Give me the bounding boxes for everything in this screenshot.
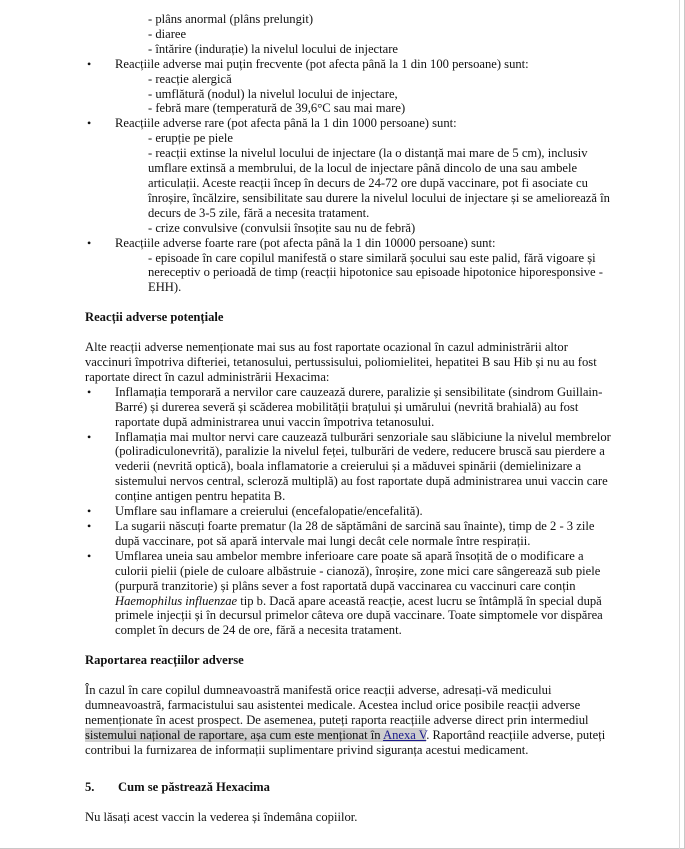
group-item: - febră mare (temperatură de 39,6°C sau mai mare)	[148, 101, 406, 116]
page-edge-line	[679, 0, 680, 849]
intro-item: - diaree	[148, 26, 187, 41]
intro-item: - plâns anormal (plâns prelungit)	[148, 12, 314, 26]
potential-bullet-text: La sugarii născuți foarte prematur (la 28 de săptămâni de sarcină sau înainte), timp de 2 - 3 zile după vaccinare, pot să apară intervale mai lungi decât cele normale între respirații.	[115, 519, 595, 548]
section-heading-potential: Reacții adverse potențiale	[85, 310, 224, 325]
bullet-icon: •	[87, 56, 92, 71]
pathogen-name: Haemophilus influenzae	[115, 593, 238, 608]
potential-bullet	[85, 385, 615, 430]
group-item: - reacții extinse la nivelul locului de injectare (la o distanță mai mare de 5 cm), inclusiv umflare extinsă a membrului, de la locul de injectare până dincolo de una sau ambele articulații. Aceste reacții încep în decurs de 24-72 ore după vaccinare, pot fi asociate cu înroșire, încălzire, sensibilitate sau durere la nivelul locului de injectare și se ameliorează în decurs de 3-5 zile, fără a necesita tratament.	[148, 146, 610, 220]
frequency-group-very-rare	[85, 236, 615, 251]
section-number: 5.	[85, 779, 95, 794]
bullet-icon: •	[87, 504, 92, 519]
frequency-group-uncommon	[85, 57, 615, 72]
section-heading-reporting: Raportarea reacțiilor adverse	[85, 653, 244, 668]
potential-bullet-text: Umflarea uneia sau ambelor membre inferioare care poate să apară însoțită de o modificare a culorii pielii (piele de culoare albăstruie - cianoză), înroșire, zone mici care sângerează sub piele (purpură tranzitorie) și plâns sever a fost raportată după vaccinarea cu vaccinuri care conțin	[115, 548, 601, 593]
group-item: - erupție pe piele	[148, 131, 233, 146]
section-5-text: Nu lăsați acest vaccin la vederea și îndemâna copiilor.	[85, 809, 358, 824]
reporting-text: . Raportând reacțiile adverse, puteți contribui la furnizarea de informații suplimentare privind siguranța acestui medicament.	[85, 727, 606, 757]
annex-v-link[interactable]: Anexa V	[382, 727, 427, 742]
potential-intro: Alte reacții adverse nemenționate mai sus au fost raportate ocazional în cazul administrării altor vaccinuri împotriva difteriei, tetanosului, pertussisului, poliomielitei, hepatitei B sau Hib și nu au fost raportate direct în cazul administrării Hexacima:	[85, 340, 597, 384]
group-item: - crize convulsive (convulsii însoțite sau nu de febră)	[148, 220, 416, 235]
frequency-group-rare	[85, 116, 615, 131]
potential-bullet	[85, 504, 615, 519]
potential-bullet-text: Umflare sau inflamare a creierului (encefalopatie/encefalită).	[115, 504, 423, 519]
potential-bullet	[85, 519, 615, 549]
document-content	[85, 12, 615, 825]
reporting-highlight	[85, 728, 426, 742]
reporting-text: În cazul în care copilul dumneavoastră manifestă orice reacții adverse, adresați-vă medicului dumneavoastră, farmacistului sau asistentei medicale. Acestea includ orice posibile reacții adverse nemenționate în acest prospect. De asemenea, puteți raporta reacțiile adverse direct prin intermediul	[85, 683, 589, 727]
group-label: Reacțiile adverse foarte rare (pot afecta până la 1 din 10000 persoane) sunt:	[115, 235, 496, 250]
group-item: - episoade în care copilul manifestă o stare similară șocului sau este palid, fără vigoare și nereceptiv o perioadă de timp (reacții hipotonice sau episoade hipotonice hiporesponsive - EHH).	[148, 250, 603, 295]
bullet-icon: •	[87, 429, 92, 444]
group-label: Reacțiile adverse mai puțin frecvente (pot afecta până la 1 din 100 persoane) sunt:	[115, 56, 529, 71]
bullet-icon: •	[87, 519, 92, 533]
bullet-icon: •	[87, 384, 92, 399]
section-title: Cum se păstrează Hexacima	[118, 779, 270, 794]
bullet-icon: •	[87, 235, 92, 250]
potential-bullet	[85, 430, 615, 505]
potential-bullet-text: Inflamația mai multor nervi care cauzează tulburări senzoriale sau slăbiciune la nivelul membrelor (poliradiculonevrită), paralizie la nivelul feței, tulburări de vedere, reducere bruscă sau pierdere a vederii (nevrită optică), boala inflamatorie a creierului și a măduvei spinării (demielinizare a sistemului nervos central, scleroză multiplă) au fost raportate după administrarea unui vaccin care conține antigen pentru hepatita B.	[115, 429, 611, 504]
potential-bullet-text: Inflamația temporară a nervilor care cauzează durere, paralizie și sensibilitate (sindrom Guillain-Barré) și durerea severă și scăderea mobilității brațului și umărului (nevrită brahială) au fost raportate după administrarea unui vaccin împotriva tetanosului.	[115, 384, 603, 429]
group-item: - umflătură (nodul) la nivelul locului de injectare,	[148, 86, 398, 101]
group-item: - reacție alergică	[148, 71, 232, 86]
bullet-icon: •	[87, 548, 92, 563]
intro-item: - întărire (indurație) la nivelul locului de injectare	[148, 41, 399, 56]
group-label: Reacțiile adverse rare (pot afecta până la 1 din 1000 persoane) sunt:	[115, 116, 457, 131]
reporting-text: sistemului național de raportare, așa cum este menționat în	[85, 727, 383, 742]
reporting-paragraph	[85, 683, 615, 758]
section-5-heading	[85, 780, 615, 795]
potential-bullet-text: tip b. Dacă apare această reacție, acest lucru se întâmplă în special după primele injecții și în decursul primelor câteva ore după vaccinare. Toate simptomele vor dispărea complet în decurs de 24 de ore, fără a necesita tratament.	[115, 593, 603, 638]
bullet-icon: •	[87, 116, 92, 131]
potential-bullet	[85, 549, 615, 638]
